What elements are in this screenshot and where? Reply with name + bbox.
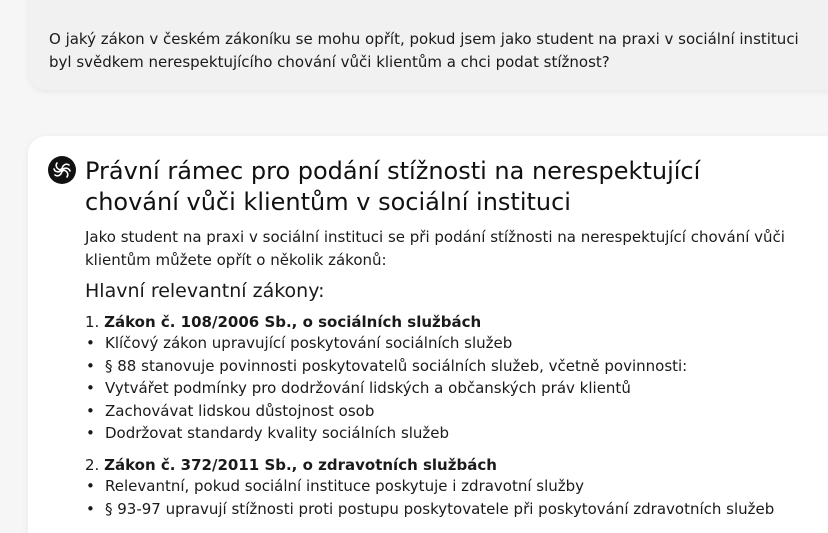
section-heading-main-laws: Hlavní relevantní zákony: (85, 280, 325, 302)
list-item: • § 93-97 upravují stížnosti proti postupu poskytovatele při poskytování zdravotních služeb (85, 498, 774, 521)
assistant-logo-icon (48, 156, 76, 184)
list-item: • Dodržovat standardy kvality sociálních služeb (85, 422, 687, 445)
law-item-1 (85, 311, 481, 333)
law-2-points (85, 475, 774, 520)
law-number: 2. (85, 456, 100, 474)
answer-intro: Jako student na praxi v sociální instituci se při podání stížnosti na nerespektující chování vůči klientům můžete opřít o několik zákonů: (85, 228, 785, 269)
list-item: • § 88 stanovuje povinnosti poskytovatelů sociálních služeb, včetně povinnosti: (85, 355, 687, 378)
answer-title: Právní rámec pro podání stížnosti na nerespektující chování vůči klientům v sociální instituci (85, 157, 701, 216)
list-item: • Relevantní, pokud sociální instituce poskytuje i zdravotní služby (85, 475, 774, 498)
user-message-text: O jaký zákon v českém zákoníku se mohu opřít, pokud jsem jako student na praxi v sociální instituci byl svědkem nerespektujícího chování vůči klientům a chci podat stížnost? (49, 30, 799, 71)
law-1-points (85, 332, 687, 445)
list-item: • Zachovávat lidskou důstojnost osob (85, 400, 687, 423)
list-item: • Vytvářet podmínky pro dodržování lidských a občanských práv klientů (85, 377, 687, 400)
list-item: • Klíčový zákon upravující poskytování sociálních služeb (85, 332, 687, 355)
law-name: Zákon č. 372/2011 Sb., o zdravotních službách (104, 456, 497, 474)
law-name: Zákon č. 108/2006 Sb., o sociálních službách (104, 313, 482, 331)
law-item-2 (85, 454, 497, 476)
law-number: 1. (85, 313, 100, 331)
